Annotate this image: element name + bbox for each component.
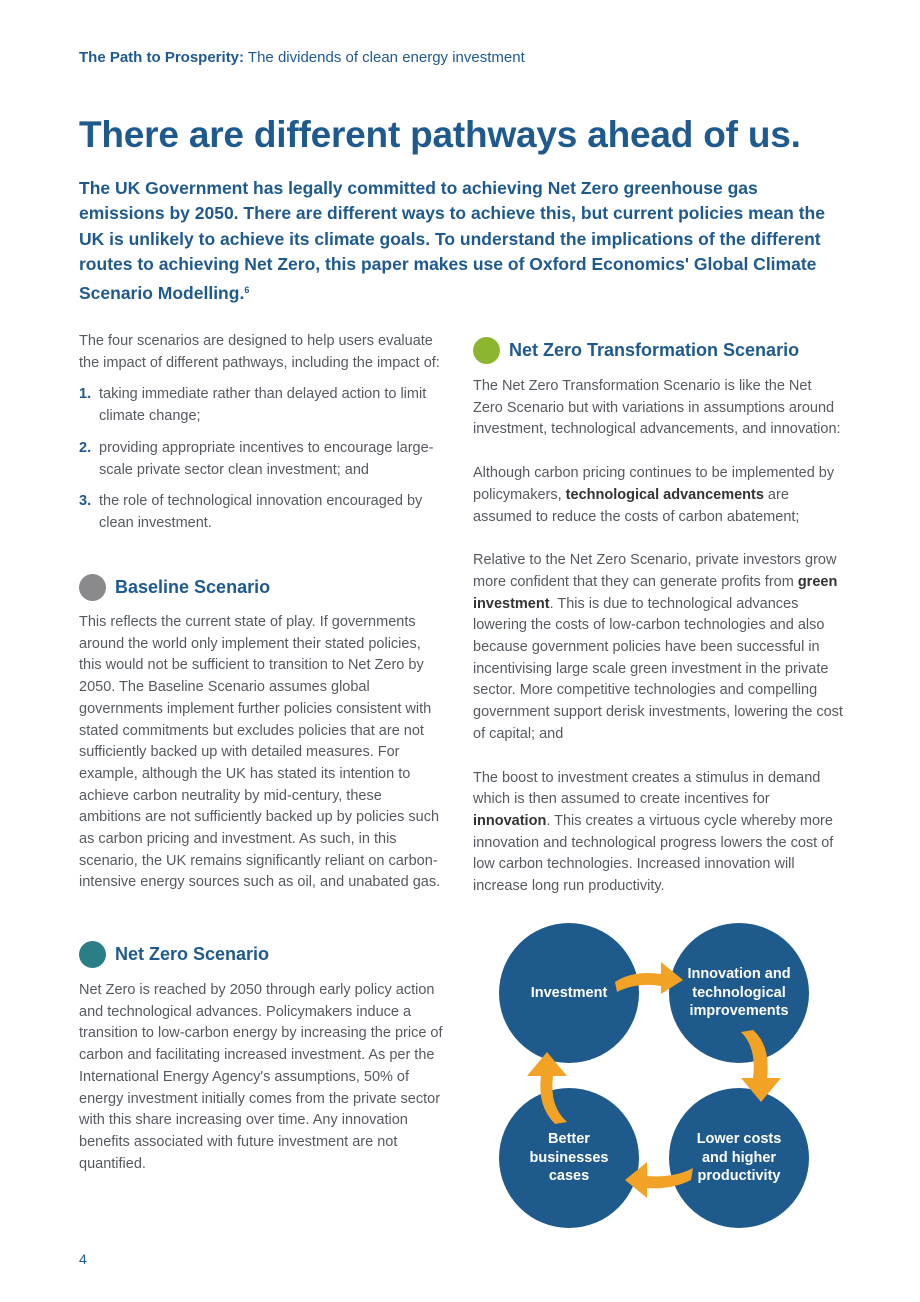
list-text: the role of technological innovation encouraged by clean investment. (99, 493, 423, 531)
p4-text-a: The boost to investment creates a stimulus in demand which is then assumed to create incentives for (473, 769, 821, 808)
header-bold: The Path to Prosperity: (79, 49, 245, 66)
list-number: 3. (79, 493, 92, 510)
transformation-p4 (473, 768, 843, 898)
p3-text-a: Relative to the Net Zero Scenario, private investors grow more confident that they can generate profits from (473, 552, 837, 590)
transformation-body (473, 376, 843, 920)
running-header (79, 49, 525, 66)
green-dot-icon (473, 337, 500, 364)
list-item (79, 438, 451, 481)
baseline-heading (79, 574, 270, 601)
p3-bold: green investment (473, 573, 838, 612)
transformation-p2 (473, 463, 843, 528)
page-number: 4 (79, 1251, 87, 1267)
scenarios-intro (79, 331, 451, 545)
transformation-heading (473, 337, 799, 364)
list-number: 2. (79, 439, 92, 456)
p2-bold: technological advancements (565, 486, 764, 503)
transformation-p1: The Net Zero Transformation Scenario is like the Net Zero Scenario but with variations in assumptions around investment, technological advancements, and innovation: (473, 378, 841, 438)
list-text: providing appropriate incentives to encourage large-scale private sector clean investment; and (99, 439, 434, 478)
netzero-heading (79, 941, 269, 968)
footnote-ref: 6 (244, 284, 250, 295)
lower-costs-label: Lower costs and higher productivity (696, 1131, 782, 1185)
impact-list (79, 384, 451, 534)
baseline-body (79, 612, 444, 894)
grey-dot-icon (79, 574, 106, 601)
list-item (79, 491, 451, 534)
innovation-label: Innovation and technological improvements (687, 966, 791, 1020)
arrow-down-icon (735, 1030, 783, 1104)
baseline-text: This reflects the current state of play. If governments around the world only implement their stated policies, this would not be sufficient to transition to Net Zero by 2050. The Baseline Scenario assumes global governments implement further policies consistent with stated commitments but excludes policies that are not sufficiently backed up with detailed measures. For example, although the UK has stated its intention to achieve carbon neutrality by mid-century, these ambitions are not sufficiently backed up by policies such as carbon pricing and investment. As such, in this scenario, the UK remains significantly reliant on carbon-intensive energy sources such as oil, and unabated gas. (79, 614, 441, 891)
p2-text-c: are assumed to reduce the costs of carbon abatement; (473, 486, 800, 525)
transformation-p3 (473, 550, 843, 745)
intro-paragraph (79, 176, 839, 306)
arrow-up-icon (525, 1050, 573, 1124)
virtuous-cycle-diagram (495, 920, 815, 1232)
p4-bold: innovation (473, 812, 547, 829)
arrow-right-icon (613, 950, 685, 994)
list-number: 1. (79, 386, 92, 403)
arrow-left-icon (623, 1156, 695, 1200)
p3-text-c: . This is due to technological advances lowering the costs of low-carbon technologies and also because government policies have been successful in incentivising large scale green investment in the private sector. More competitive technologies and compelling government support derisk investments, lowering the cost of capital; and (473, 595, 843, 742)
better-cases-label: Better businesses cases (529, 1131, 609, 1185)
header-subtitle: The dividends of clean energy investment (244, 49, 525, 66)
intro-text: The UK Government has legally committed to achieving Net Zero greenhouse gas emissions by 2050. There are different ways to achieve this, but current policies mean the UK is unlikely to achieve its climate goals. To understand the implications of the different routes to achieving Net Zero, this paper makes use of Oxford Economics' Global Climate Scenario Modelling. (79, 178, 825, 303)
netzero-body (79, 980, 444, 1175)
scenarios-lead: The four scenarios are designed to help users evaluate the impact of different pathways, including the impact of: (79, 333, 440, 371)
baseline-heading-text: Baseline Scenario (115, 577, 271, 597)
page-title: There are different pathways ahead of us. (79, 114, 801, 155)
netzero-text: Net Zero is reached by 2050 through early policy action and technological advances. Policymakers induce a transition to low-carbon energy by increasing the price of carbon and facilitating increased investment. As per the International Energy Agency's assumptions, 50% of energy investment initially comes from the private sector with this share increasing over time. Any innovation benefits associated with future investment are not quantified. (79, 982, 443, 1172)
teal-dot-icon (79, 941, 106, 968)
p2-text-a: Although carbon pricing continues to be implemented by policymakers, (473, 465, 835, 503)
netzero-heading-text: Net Zero Scenario (115, 944, 270, 964)
list-text: taking immediate rather than delayed action to limit climate change; (99, 386, 427, 425)
list-item (79, 384, 451, 427)
transformation-heading-text: Net Zero Transformation Scenario (509, 340, 800, 360)
p4-text-c: . This creates a virtuous cycle whereby more innovation and technological progress lowers the cost of low carbon technologies. Increased innovation will increase long run productivity. (473, 812, 834, 895)
investment-label: Investment (530, 984, 608, 1001)
